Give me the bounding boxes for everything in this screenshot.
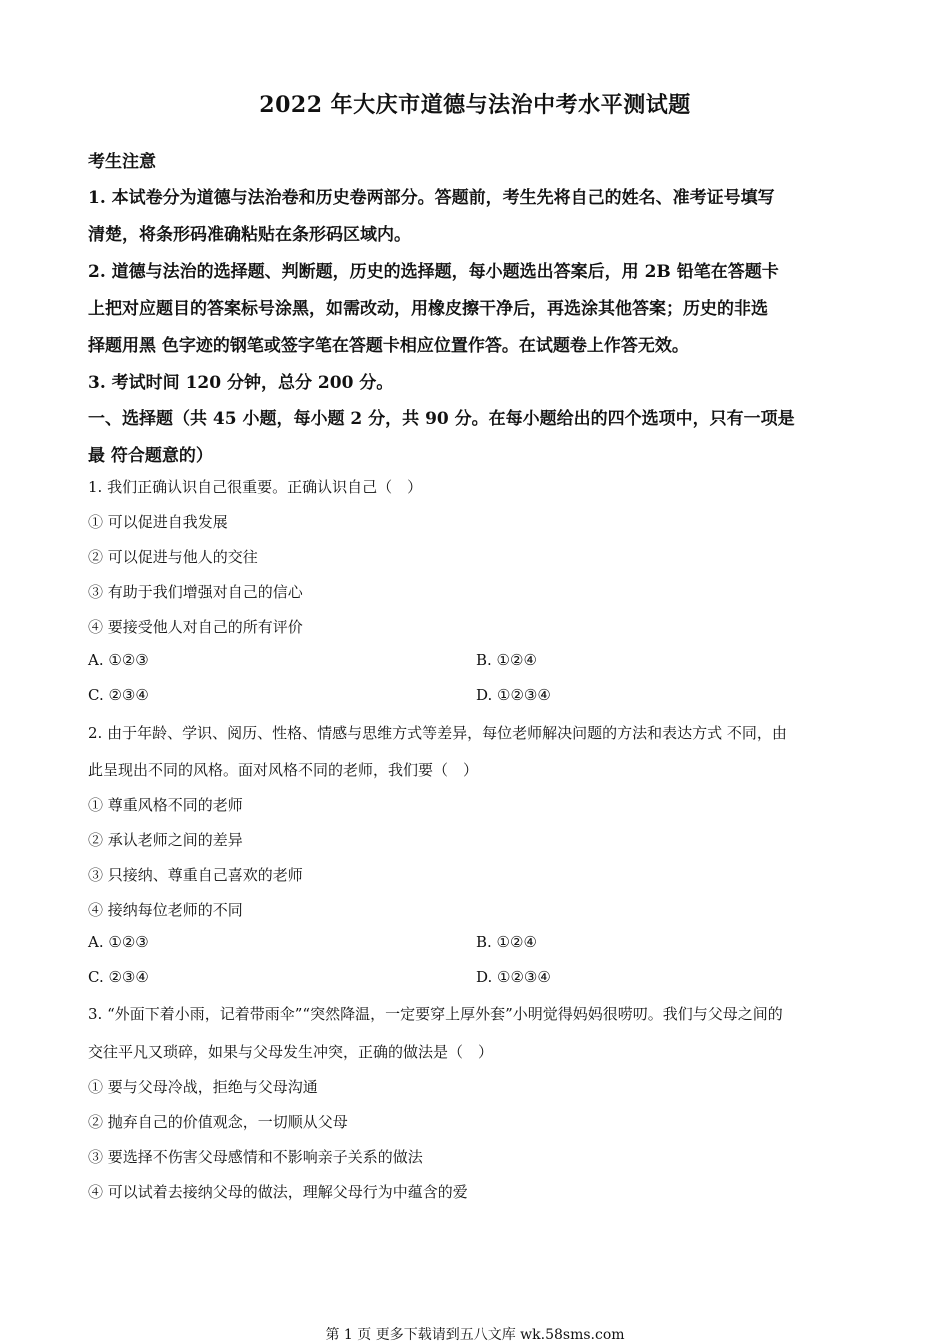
question-item: ② 可以促进与他人的交往: [88, 548, 258, 566]
question-item: ③ 有助于我们增强对自己的信心: [88, 583, 303, 601]
notice-line: 1. 本试卷分为道德与法治卷和历史卷两部分。答题前，考生先将自己的姓名、准考证号填写: [88, 188, 775, 208]
section-heading: 一、选择题（共 45 小题，每小题 2 分，共 90 分。在每小题给出的四个选项中，只有一项是: [88, 409, 795, 429]
notice-line: 择题用黑 色字迹的钢笔或签字笔在答题卡相应位置作答。在试题卷上作答无效。: [88, 336, 689, 356]
notice-line: 2. 道德与法治的选择题、判断题，历史的选择题，每小题选出答案后，用 2B 铅笔在答题卡: [88, 262, 779, 282]
notice-heading: 考生注意: [88, 152, 156, 172]
page-footer: 第 1 页 更多下载请到五八文库 wk.58sms.com: [325, 1327, 625, 1343]
option-b: B. ①②④: [476, 933, 537, 951]
section-heading: 最 符合题意的）: [88, 446, 213, 466]
question-stem: 2. 由于年龄、学识、阅历、性格、情感与思维方式等差异，每位老师解决问题的方法和表达方式 不同，由: [88, 724, 787, 742]
page-title: 2022 年大庆市道德与法治中考水平测试题: [259, 92, 691, 118]
option-a: A. ①②③: [88, 651, 149, 669]
question-item: ④ 接纳每位老师的不同: [88, 901, 243, 919]
question-stem: 1. 我们正确认识自己很重要。正确认识自己（ ）: [88, 478, 423, 496]
question-item: ② 承认老师之间的差异: [88, 831, 243, 849]
question-item: ④ 可以试着去接纳父母的做法，理解父母行为中蕴含的爱: [88, 1183, 468, 1201]
question-stem: 交往平凡又琐碎，如果与父母发生冲突，正确的做法是（ ）: [88, 1043, 494, 1061]
question-stem: 此呈现出不同的风格。面对风格不同的老师，我们要（ ）: [88, 761, 479, 779]
option-b: B. ①②④: [476, 651, 537, 669]
option-c: C. ②③④: [88, 686, 149, 704]
question-item: ① 要与父母冷战，拒绝与父母沟通: [88, 1078, 318, 1096]
question-item: ③ 要选择不伤害父母感情和不影响亲子关系的做法: [88, 1148, 423, 1166]
option-a: A. ①②③: [88, 933, 149, 951]
notice-line: 上把对应题目的答案标号涂黑，如需改动，用橡皮擦干净后，再选涂其他答案；历史的非选: [88, 299, 768, 319]
question-item: ③ 只接纳、尊重自己喜欢的老师: [88, 866, 303, 884]
question-item: ② 抛弃自己的价值观念，一切顺从父母: [88, 1113, 348, 1131]
question-item: ① 可以促进自我发展: [88, 513, 228, 531]
option-c: C. ②③④: [88, 968, 149, 986]
question-item: ① 尊重风格不同的老师: [88, 796, 243, 814]
notice-line: 3. 考试时间 120 分钟，总分 200 分。: [88, 373, 394, 393]
notice-line: 清楚，将条形码准确粘贴在条形码区域内。: [88, 225, 411, 245]
option-d: D. ①②③④: [476, 686, 551, 704]
question-item: ④ 要接受他人对自己的所有评价: [88, 618, 303, 636]
option-d: D. ①②③④: [476, 968, 551, 986]
question-stem: 3. “外面下着小雨，记着带雨伞”“突然降温，一定要穿上厚外套”小明觉得妈妈很唠叨。我们与父母之间的: [88, 1005, 783, 1023]
